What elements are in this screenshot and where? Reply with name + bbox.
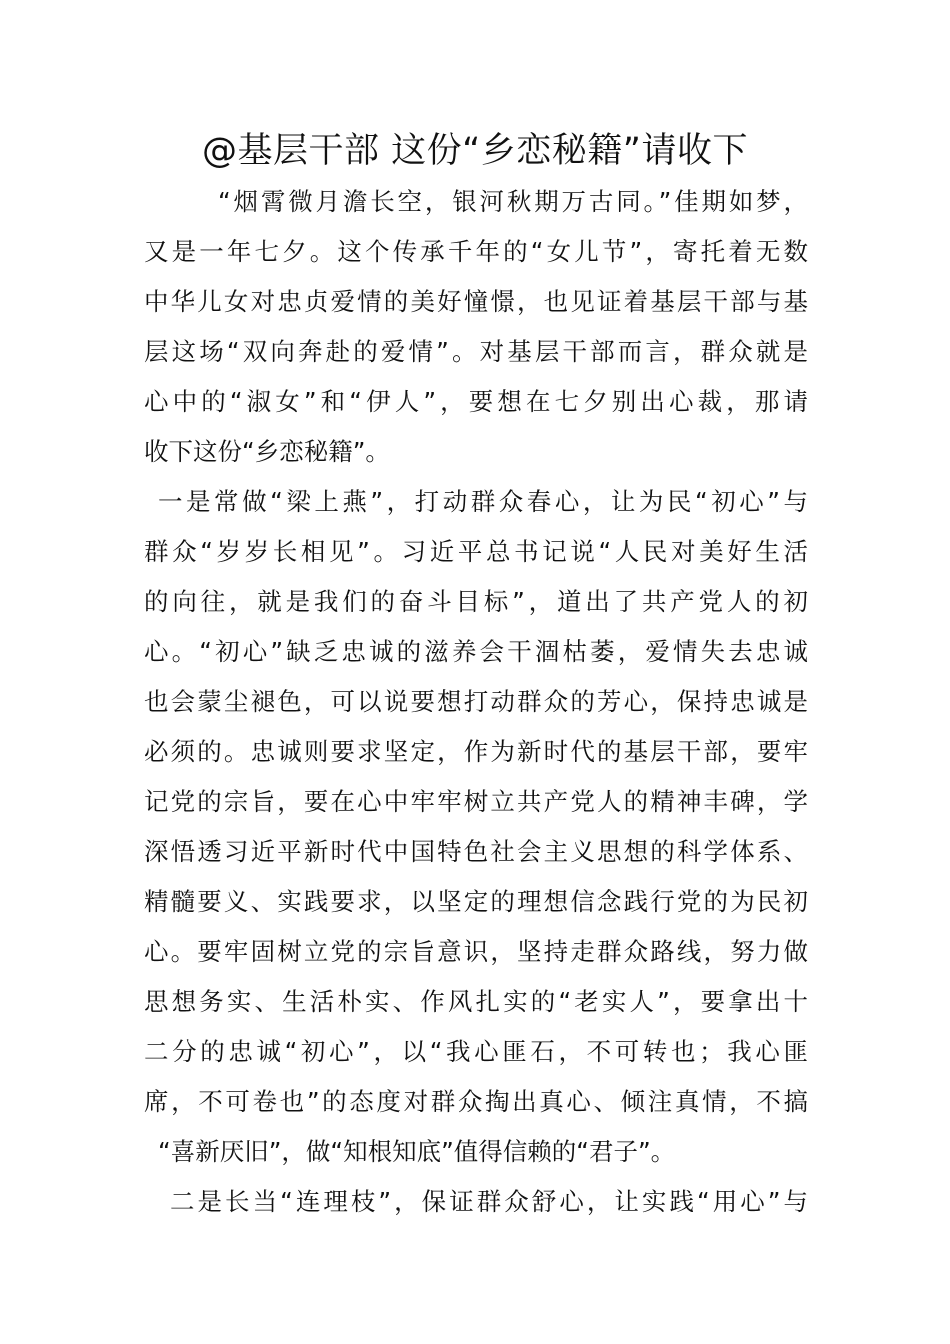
text-line: “烟霄微月澹长空，银河秋期万古同。”佳期如梦， [218, 187, 808, 216]
paragraph-point-two [144, 1177, 808, 1227]
paragraph-intro [144, 177, 808, 477]
text-line: 必须的。忠诚则要求坚定，作为新时代的基层干部，要牢 [144, 737, 808, 766]
text-line: 精髓要义、实践要求，以坚定的理想信念践行党的为民初 [144, 887, 808, 916]
text-line: 层这场“双向奔赴的爱情”。对基层干部而言，群众就是 [144, 337, 808, 366]
text-line: 席，不可卷也”的态度对群众掏出真心、倾注真情，不搞 [144, 1087, 808, 1116]
text-line: 收下这份“乡恋秘籍”。 [144, 437, 390, 466]
text-line: 思想务实、生活朴实、作风扎实的“老实人”，要拿出十 [144, 987, 808, 1016]
text-line: 一是常做“梁上燕”，打动群众春心，让为民“初心”与 [158, 487, 808, 516]
text-line: “喜新厌旧”，做“知根知底”值得信赖的“君子”。 [158, 1137, 676, 1166]
text-line: 深悟透习近平新时代中国特色社会主义思想的科学体系、 [144, 837, 808, 866]
text-line: 心。要牢固树立党的宗旨意识，坚持走群众路线，努力做 [144, 937, 808, 966]
text-line: 二是长当“连理枝”，保证群众舒心，让实践“用心”与 [170, 1187, 808, 1216]
text-line: 群众“岁岁长相见”。习近平总书记说“人民对美好生活 [144, 537, 808, 566]
text-line: 心。“初心”缺乏忠诚的滋养会干涸枯萎，爱情失去忠诚 [144, 637, 808, 666]
text-line: 二分的忠诚“初心”，以“我心匪石，不可转也；我心匪 [144, 1037, 808, 1066]
text-line: 的向往，就是我们的奋斗目标”，道出了共产党人的初 [144, 587, 808, 616]
text-line: 又是一年七夕。这个传承千年的“女儿节”，寄托着无数 [144, 237, 808, 266]
text-line: 记党的宗旨，要在心中牢牢树立共产党人的精神丰碑，学 [144, 787, 808, 816]
document-body [144, 177, 808, 1227]
document-title: @基层干部 这份“乡恋秘籍”请收下 [202, 131, 748, 171]
text-line: 中华儿女对忠贞爱情的美好憧憬，也见证着基层干部与基 [144, 287, 808, 316]
text-line: 心中的“淑女”和“伊人”，要想在七夕别出心裁，那请 [144, 387, 808, 416]
text-line: 也会蒙尘褪色，可以说要想打动群众的芳心，保持忠诚是 [144, 687, 808, 716]
paragraph-point-one [144, 477, 808, 1177]
